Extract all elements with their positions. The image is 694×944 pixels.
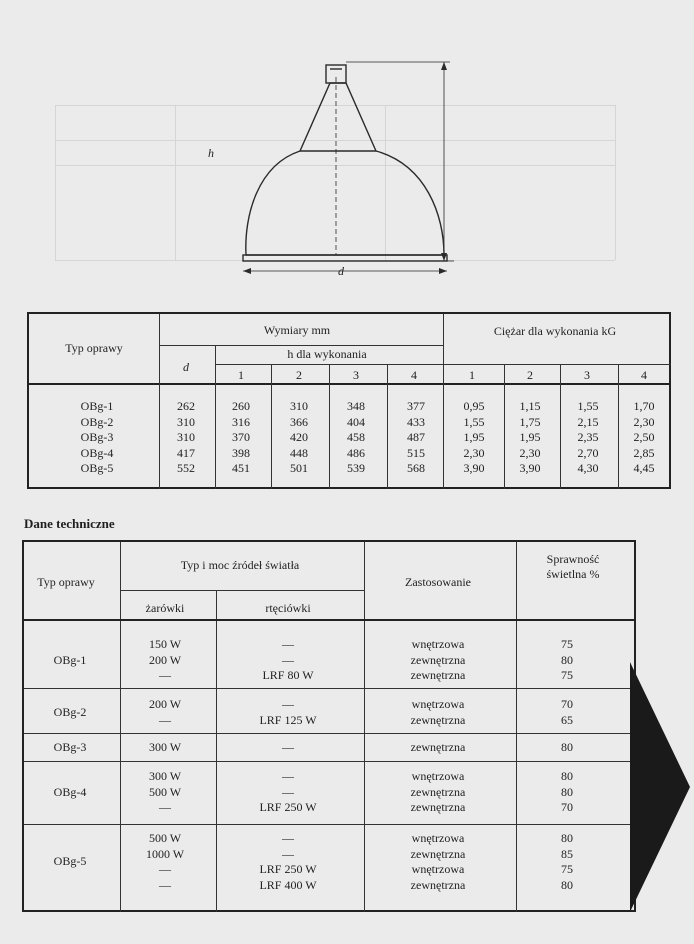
- table2-cell: —: [282, 740, 294, 754]
- table2-cell: zewnętrzna: [410, 668, 466, 682]
- table1-header-typ: Typ oprawy: [65, 341, 123, 355]
- table1-cell: OBg-1: [80, 399, 114, 413]
- table1-cell: 486: [347, 445, 365, 460]
- table1-cell: 487: [407, 430, 425, 444]
- table1-cell: 366: [290, 414, 308, 429]
- table2-cell: —: [282, 784, 294, 799]
- table2-cell: 80: [561, 877, 573, 892]
- table2-cell: wnętrzowa: [411, 637, 465, 651]
- black-triangle-marker: [630, 662, 690, 912]
- table2-header-sprawnosc: Sprawność świetlna %: [546, 552, 600, 581]
- table2-header-zastosowanie: Zastosowanie: [405, 575, 471, 589]
- table2-cell: 150 W: [148, 637, 182, 651]
- table2-typ: OBg-4: [53, 784, 87, 799]
- table2-cell: LRF 250 W: [259, 862, 317, 876]
- table2-cell: —: [159, 862, 171, 876]
- table1-cell: 4,45: [633, 461, 655, 475]
- table1-cell: 404: [347, 414, 365, 429]
- table2-cell: 70: [561, 697, 573, 711]
- table1-cell: 2,35: [577, 430, 599, 444]
- table2-cell: 80: [561, 740, 573, 754]
- table1-cell: 1,75: [519, 414, 541, 429]
- table1-wnum-1: 1: [469, 368, 475, 382]
- table2-cell: —: [282, 846, 294, 861]
- table2-header-rteciowki: rtęciówki: [265, 601, 311, 615]
- table2-cell: —: [159, 668, 171, 682]
- table2-cell: 70: [561, 800, 573, 814]
- table2-cell: zewnętrzna: [410, 652, 466, 667]
- table2-cell: 200 W: [148, 652, 182, 667]
- table1-wnum-4: 4: [641, 368, 647, 382]
- table2-cell: 80: [561, 769, 573, 783]
- table2-cell: 200 W: [148, 697, 182, 711]
- drawing-label-h: h: [208, 146, 214, 160]
- table1-hnum-1: 1: [238, 368, 244, 382]
- table1-cell: 2,15: [577, 414, 599, 429]
- table1-header-wymiary: Wymiary mm: [263, 323, 331, 337]
- table1-cell: OBg-3: [80, 430, 114, 444]
- table1-cell: 370: [232, 430, 250, 444]
- table1-cell: 310: [290, 399, 308, 413]
- table1-cell: 2,50: [633, 430, 655, 444]
- table1-cell: 2,30: [519, 445, 541, 460]
- table1-cell: 3,90: [463, 461, 485, 475]
- table1-cell: 377: [407, 399, 425, 413]
- table1-cell: 515: [407, 445, 425, 460]
- table1-cell: 260: [232, 399, 250, 413]
- table1-cell: 1,95: [463, 430, 485, 444]
- table1-cell: 1,55: [577, 399, 599, 413]
- table2-cell: wnętrzowa: [411, 862, 465, 876]
- table1-cell: 451: [232, 461, 250, 475]
- table1-cell: 348: [347, 399, 365, 413]
- table1-cell: 2,30: [633, 414, 655, 429]
- table2-cell: zewnętrzna: [410, 846, 466, 861]
- table1-cell: 539: [347, 461, 365, 475]
- table2-cell: —: [159, 877, 171, 892]
- table2-cell: 65: [561, 712, 573, 727]
- table2-cell: 75: [561, 637, 573, 651]
- table2-cell: 80: [561, 652, 573, 667]
- table2-cell: 80: [561, 831, 573, 845]
- table2-header-typ: Typ oprawy: [37, 575, 95, 589]
- table1-cell: 1,15: [519, 399, 541, 413]
- table2-cell: 85: [561, 846, 573, 861]
- table1-cell: 2,30: [463, 445, 485, 460]
- table2-cell: —: [282, 831, 294, 845]
- table1-cell: 458: [347, 430, 365, 444]
- table1-cell: OBg-4: [80, 445, 114, 460]
- table2-cell: 300 W: [148, 740, 182, 754]
- table2-cell: —: [282, 637, 294, 651]
- table1-cell: 501: [290, 461, 308, 475]
- table1-cell: 1,55: [463, 414, 485, 429]
- table2-cell: —: [282, 697, 294, 711]
- table1-cell: 448: [290, 445, 308, 460]
- table1-cell: 262: [177, 399, 195, 413]
- table1-header-d: d: [183, 360, 189, 374]
- table2-typ: OBg-1: [53, 652, 87, 667]
- table2-cell: 75: [561, 668, 573, 682]
- table2-typ: OBg-5: [53, 854, 87, 869]
- table2-cell: LRF 250 W: [259, 800, 317, 814]
- table1-cell: 2,70: [577, 445, 599, 460]
- table1-cell: 417: [177, 445, 195, 460]
- table1-cell: 316: [232, 414, 250, 429]
- table1-wnum-2: 2: [527, 368, 533, 382]
- table1-cell: OBg-5: [80, 461, 114, 475]
- table2-cell: zewnętrzna: [410, 740, 466, 754]
- table1-hnum-4: 4: [411, 368, 417, 382]
- table2-cell: 300 W: [148, 769, 182, 783]
- table1-cell: 3,90: [519, 461, 541, 475]
- section-title: Dane techniczne: [24, 516, 115, 531]
- table1-hnum-2: 2: [296, 368, 302, 382]
- table2-header-zarowki: żarówki: [145, 601, 185, 615]
- table1-cell: 1,95: [519, 430, 541, 444]
- table1-cell: 4,30: [577, 461, 599, 475]
- table1-header-h: h dla wykonania: [287, 347, 367, 361]
- table1-cell: 552: [177, 461, 195, 475]
- table1-wnum-3: 3: [584, 368, 590, 382]
- technical-data-table: [22, 540, 636, 912]
- table2-cell: LRF 125 W: [259, 712, 317, 727]
- table1-cell: OBg-2: [80, 414, 114, 429]
- table2-cell: zewnętrzna: [410, 784, 466, 799]
- table1-cell: 310: [177, 430, 195, 444]
- table2-cell: zewnętrzna: [410, 877, 466, 892]
- table2-cell: 500 W: [148, 831, 182, 845]
- table2-cell: 75: [561, 862, 573, 876]
- table1-hnum-3: 3: [353, 368, 359, 382]
- table1-cell: 310: [177, 414, 195, 429]
- table2-cell: wnętrzowa: [411, 697, 465, 711]
- table2-cell: 80: [561, 784, 573, 799]
- table2-cell: wnętrzowa: [411, 769, 465, 783]
- table1-header-ciezar: Ciężar dla wykonania kG: [493, 324, 617, 338]
- table2-cell: 500 W: [148, 784, 182, 799]
- table2-typ: OBg-3: [53, 740, 87, 754]
- table2-typ: OBg-2: [53, 704, 87, 719]
- table2-cell: —: [282, 769, 294, 783]
- table2-cell: zewnętrzna: [410, 712, 466, 727]
- table2-cell: zewnętrzna: [410, 800, 466, 814]
- table2-cell: LRF 400 W: [259, 877, 317, 892]
- table1-cell: 420: [290, 430, 308, 444]
- table2-cell: wnętrzowa: [411, 831, 465, 845]
- table1-cell: 2,85: [633, 445, 655, 460]
- table1-cell: 568: [407, 461, 425, 475]
- table1-cell: 433: [407, 414, 425, 429]
- table2-cell: —: [282, 652, 294, 667]
- table1-cell: 0,95: [463, 399, 485, 413]
- table2-header-zrodla: Typ i moc źródeł światła: [180, 558, 300, 572]
- table1-cell: 1,70: [633, 399, 655, 413]
- table2-cell: 1000 W: [145, 846, 185, 861]
- lamp-drawing: [230, 55, 460, 280]
- drawing-label-d: d: [338, 264, 344, 278]
- table2-cell: LRF 80 W: [262, 668, 314, 682]
- table1-cell: 398: [232, 445, 250, 460]
- table2-cell: —: [159, 800, 171, 814]
- table2-cell: —: [159, 712, 171, 727]
